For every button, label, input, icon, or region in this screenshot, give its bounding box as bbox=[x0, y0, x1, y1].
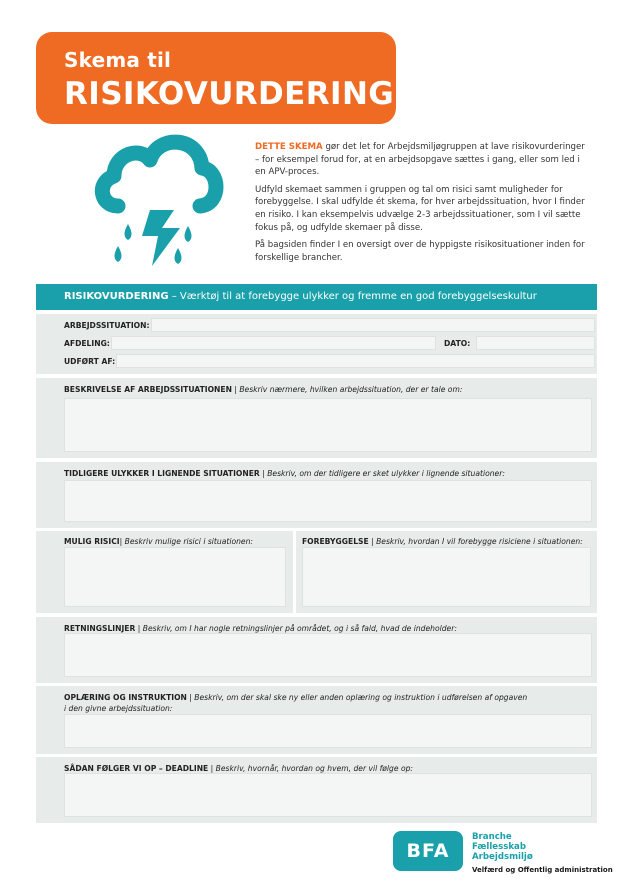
logo-line3: Arbejdsmiljø bbox=[472, 852, 533, 863]
retningslinjer-hint: Beskriv, om I har nogle retningslinjer på området, og i så fald, hvad de indeholder: bbox=[142, 624, 457, 633]
mulig-risici-textarea[interactable] bbox=[64, 547, 286, 607]
oplaering-hint-line2: i den givne arbejdssituation: bbox=[64, 704, 173, 713]
retningslinjer-label: RETNINGSLINJER bbox=[64, 624, 136, 633]
title-banner bbox=[36, 32, 396, 124]
dato-field[interactable] bbox=[476, 336, 595, 350]
mulig-risici-section: MULIG RISICI| Beskriv mulige risici i situationen: bbox=[36, 531, 293, 613]
form-header-title: RISIKOVURDERING bbox=[64, 291, 169, 302]
bfa-logo: BFA bbox=[393, 831, 463, 871]
intro-paragraph-1 bbox=[255, 141, 590, 179]
beskrivelse-section: BESKRIVELSE AF ARBEJDSSITUATIONEN | Beskriv nærmere, hvilken arbejdssituation, der er tale om: bbox=[36, 378, 597, 458]
oplaering-textarea[interactable] bbox=[64, 714, 592, 748]
intro-paragraph-2: Udfyld skemaet sammen i gruppen og tal om risici samt muligheder for forebyggelse. I skal udfylde ét skema, for hver arbejdssituation, hvor I finder en risiko. I kan eksempelvis udvælge 2-3 arbejdssituationer, som I vil sætte fokus på, og udfylde skemaer på disse. bbox=[255, 184, 585, 233]
afdeling-field[interactable] bbox=[111, 336, 436, 350]
deadline-hint: Beskriv, hvornår, hvordan og hvem, der vil følge op: bbox=[215, 764, 413, 773]
tidligere-label: TIDLIGERE ULYKKER I LIGNENDE SITUATIONER bbox=[64, 469, 260, 478]
logo-subtitle: Velfærd og Offentlig administration bbox=[472, 866, 613, 874]
arbejdssituation-field[interactable] bbox=[151, 318, 595, 332]
tidligere-section: TIDLIGERE ULYKKER I LIGNENDE SITUATIONER | Beskriv, om der tidligere er sket ulykker i lignende situationer: bbox=[36, 462, 597, 528]
cloud-lightning-rain-icon bbox=[88, 124, 228, 274]
forebyggelse-label: FOREBYGGELSE bbox=[302, 537, 369, 546]
mulig-risici-label: MULIG RISICI bbox=[64, 537, 120, 546]
beskrivelse-label: BESKRIVELSE AF ARBEJDSSITUATIONEN bbox=[64, 385, 232, 394]
beskrivelse-textarea[interactable] bbox=[64, 398, 592, 452]
tidligere-hint: Beskriv, om der tidligere er sket ulykker i lignende situationer: bbox=[267, 469, 505, 478]
logo-line1: Branche bbox=[472, 832, 512, 842]
oplaering-label: OPLÆRING OG INSTRUKTION bbox=[64, 693, 187, 702]
forebyggelse-textarea[interactable] bbox=[302, 547, 591, 607]
mulig-risici-hint: Beskriv mulige risici i situationen: bbox=[124, 537, 253, 546]
basic-fields-panel bbox=[36, 314, 597, 374]
title-line1: Skema til bbox=[64, 48, 172, 72]
afdeling-label: AFDELING: bbox=[64, 339, 110, 348]
page-title: RISIKOVURDERING bbox=[64, 76, 395, 112]
form-header-subtitle: – Værktøj til at forebygge ulykker og fremme en god forebyggelseskultur bbox=[168, 291, 537, 302]
retningslinjer-section: RETNINGSLINJER | Beskriv, om I har nogle retningslinjer på området, og i så fald, hvad de indeholder: bbox=[36, 617, 597, 683]
deadline-label: SÅDAN FØLGER VI OP – DEADLINE bbox=[64, 764, 209, 773]
oplaering-hint-line1: Beskriv, om der skal ske ny eller anden oplæring og instruktion i udførelsen af opgaven bbox=[194, 693, 528, 702]
form-header bbox=[36, 284, 597, 310]
intro-lead: DETTE SKEMA bbox=[255, 142, 323, 152]
oplaering-section: OPLÆRING OG INSTRUKTION | Beskriv, om der skal ske ny eller anden oplæring og instruktion i udførelsen af opgaven i den givne arbejdssituation: bbox=[36, 686, 597, 754]
udfoert-af-field[interactable] bbox=[116, 354, 595, 368]
forebyggelse-hint: Beskriv, hvordan I vil forebygge risiciene i situationen: bbox=[376, 537, 583, 546]
dato-label: DATO: bbox=[444, 339, 471, 348]
intro-text bbox=[255, 141, 590, 269]
deadline-section: SÅDAN FØLGER VI OP – DEADLINE | Beskriv, hvornår, hvordan og hvem, der vil følge op: bbox=[36, 757, 597, 823]
tidligere-textarea[interactable] bbox=[64, 480, 592, 522]
udfoert-af-label: UDFØRT AF: bbox=[64, 357, 116, 366]
intro-p1-rest: gør det let for Arbejdsmiljøgruppen at lave risikovurderinger – for eksempel forud for, at en arbejdsopgave sættes i gang, eller som led i en APV-proces. bbox=[255, 142, 585, 178]
forebyggelse-section: FOREBYGGELSE | Beskriv, hvordan I vil forebygge risiciene i situationen: bbox=[296, 531, 597, 613]
logo-text bbox=[472, 832, 533, 863]
logo-line2: Fællesskab bbox=[472, 842, 526, 853]
deadline-textarea[interactable] bbox=[64, 773, 592, 817]
arbejdssituation-label: ARBEJDSSITUATION: bbox=[64, 321, 150, 330]
beskrivelse-hint: Beskriv nærmere, hvilken arbejdssituation, der er tale om: bbox=[239, 385, 463, 394]
retningslinjer-textarea[interactable] bbox=[64, 633, 592, 677]
intro-paragraph-3: På bagsiden finder I en oversigt over de hyppigste risikosituationer inden for forskellige brancher. bbox=[255, 240, 585, 263]
